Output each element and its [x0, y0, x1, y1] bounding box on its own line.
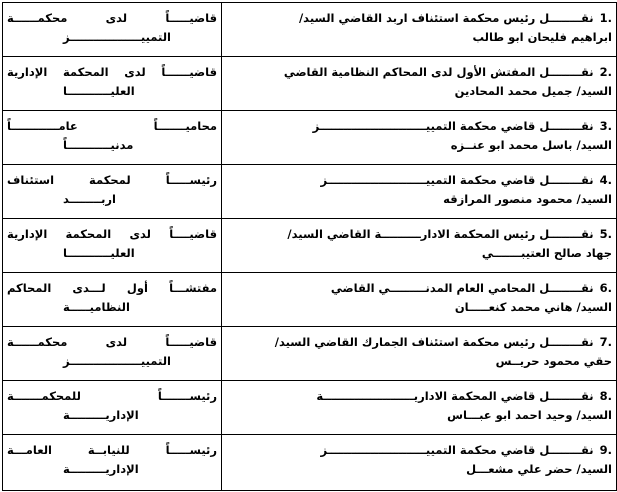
new-position-cell [3, 111, 222, 165]
transfer-description-cell [222, 57, 617, 111]
description-line-2: ابراهيم فليحان ابو طالب [472, 30, 612, 44]
position-line-2: الإداريـــــــــة [63, 462, 139, 476]
table-row [3, 435, 617, 491]
transfers-table [2, 2, 617, 491]
description-line-2: حقي محمود حريــس [495, 354, 612, 368]
description-line-2: السيد/ وحيد احمد ابو عبـــاس [447, 408, 612, 422]
row-number: 2. [599, 65, 612, 79]
description-line-2: السيد/ محمود منصور المرازقه [443, 192, 612, 206]
description-line-1: 5.نقــــــــل رئيس المحكمة الادارــــــــــة القاضي السيد/ [226, 225, 612, 244]
new-position-cell [3, 273, 222, 327]
table-row [3, 57, 617, 111]
description-line-1: 3.نقــــــــل قاضي محكمة التمييـــــــــــــــــــــــــــز [226, 117, 612, 136]
description-line-1: 4.نقــــــــل قاضي محكمة التمييـــــــــــــــــــــــــز [226, 171, 612, 190]
position-line-2: مدنيـــــــــــاً [63, 138, 134, 152]
description-line-1: 8.نقــــــــل قاضي المحكمة الاداريـــــــــــــــــــــــة [226, 387, 612, 406]
table-row [3, 327, 617, 381]
position-line-2: العليـــــــــــا [63, 246, 135, 260]
new-position-cell [3, 165, 222, 219]
table-row [3, 111, 617, 165]
position-line-1: رئيســـــاً لمحكمة استئناف [7, 173, 217, 187]
position-line-2: التمييــــــــــــــــــز [63, 30, 171, 44]
transfer-description-cell [222, 219, 617, 273]
position-line-2: اربــــــــد [63, 192, 116, 206]
row-number: 6. [599, 281, 612, 295]
new-position-cell [3, 3, 222, 57]
new-position-cell [3, 435, 222, 491]
description-line-2: السيد/ حضر علي مشعـــل [466, 462, 612, 476]
description-line-1: 9.نقــــــــل قاضي محكمة التمييـــــــــــــــــــــــــز [226, 441, 612, 460]
new-position-cell [3, 57, 222, 111]
row-number: 7. [599, 335, 612, 349]
row-number: 1. [599, 11, 612, 25]
new-position-cell [3, 381, 222, 435]
position-line-1: محاميـــــــاً عامــــــــــــاً [7, 119, 217, 133]
transfer-description-cell [222, 327, 617, 381]
position-line-1: رئيســـــاً للنيابــة العامـــة [7, 443, 217, 457]
position-line-2: التمييــــــــــــــــــز [63, 354, 171, 368]
row-number: 8. [599, 389, 612, 403]
description-line-2: السيد/ جميل محمد المحادين [454, 84, 612, 98]
description-line-2: السيد/ هاني محمد كنعـــــان [454, 300, 612, 314]
table-row [3, 165, 617, 219]
transfer-description-cell [222, 165, 617, 219]
table-row [3, 381, 617, 435]
transfer-description-cell [222, 111, 617, 165]
table-row [3, 3, 617, 57]
new-position-cell [3, 327, 222, 381]
position-line-2: العليـــــــــــا [63, 84, 135, 98]
position-line-1: مفتشـــاً أول لـــدى المحاكم [7, 281, 217, 295]
description-line-1: 6.نقــــــــل المحامي العام المدنـــــــــي القاضي [226, 279, 612, 298]
transfer-description-cell [222, 381, 617, 435]
position-line-1: قاضيــــاً لدى المحكمة الإدارية [7, 227, 217, 241]
transfer-description-cell [222, 273, 617, 327]
position-line-2: النظاميـــــة [63, 300, 130, 314]
transfer-description-cell [222, 435, 617, 491]
position-line-1: قاضيـــــاً لدى محكمــــــة [7, 335, 217, 349]
description-line-1: 1.نقــــــــل رئيس محكمة استئناف اربد القاضي السيد/ [226, 9, 612, 28]
position-line-2: الإداريـــــــــة [63, 408, 139, 422]
table-row [3, 219, 617, 273]
table-row [3, 273, 617, 327]
row-number: 4. [599, 173, 612, 187]
row-number: 9. [599, 443, 612, 457]
position-line-1: قاضيــــــاً لدى المحكمة الإدارية [7, 65, 217, 79]
description-line-2: السيد/ باسل محمد ابو عنــزه [450, 138, 612, 152]
position-line-1: قاضيـــــاً لدى محكمــــــة [7, 11, 217, 25]
description-line-1: 7.نقــــــــل رئيس محكمة استئناف الجمارك القاضي السيد/ [226, 333, 612, 352]
position-line-1: رئيســـــــاً للمحكمـــــــة [7, 389, 217, 403]
transfer-description-cell [222, 3, 617, 57]
description-line-2: جهاد صالح العتيبـــــــي [481, 246, 612, 260]
new-position-cell [3, 219, 222, 273]
row-number: 5. [599, 227, 612, 241]
description-line-1: 2.نقــــــــل المفتش الأول لدى المحاكم النظامية القاضي [226, 63, 612, 82]
row-number: 3. [599, 119, 612, 133]
